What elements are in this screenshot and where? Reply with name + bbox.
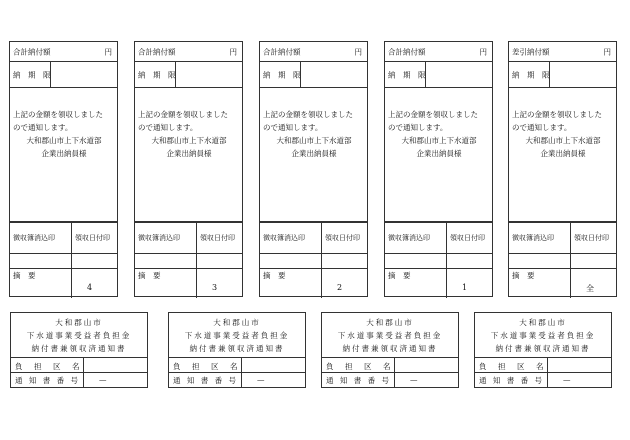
total-amount-row: [260, 42, 367, 62]
payment-slip-5: [508, 41, 617, 297]
collection-ledger-stamp-label: 徴収簿消込印: [138, 234, 180, 242]
stamp-header-row: [135, 222, 242, 254]
installment-number: 全: [586, 284, 595, 293]
message-line-4: 企業出納員様: [41, 149, 87, 158]
due-date-row: [135, 62, 242, 88]
installment-number: 2: [337, 283, 343, 292]
card-title-city: 大和郡山市: [213, 318, 261, 327]
message-line-3: 大和郡山市上下水道部: [26, 136, 102, 145]
total-amount-row: [10, 42, 117, 62]
yen-unit: 円: [603, 47, 611, 56]
due-date-label: 納 期 限: [388, 70, 426, 79]
collection-ledger-stamp-label: 徴収簿消込印: [512, 234, 554, 242]
receipt-message: [385, 88, 492, 222]
payment-slip-1: [9, 41, 118, 297]
payment-slip-4: [384, 41, 493, 297]
stamp-header-row: [509, 222, 616, 254]
receipt-message: [135, 88, 242, 222]
total-amount-row: [509, 42, 616, 62]
receipt-date-stamp-label: 領収日付印: [200, 234, 235, 242]
burden-district-label: 負 担 区 名: [15, 362, 82, 371]
card-title-city: 大和郡山市: [366, 318, 414, 327]
message-line-1: 上記の金額を領収しました: [13, 110, 103, 119]
message-line-2: ので通知します。: [388, 123, 448, 132]
receipt-date-stamp-label: 領収日付印: [75, 234, 110, 242]
message-line-4: 企業出納員様: [291, 149, 337, 158]
memo-label: 摘 要: [512, 271, 535, 280]
notice-number-label: 通 知 書 番 号: [479, 376, 545, 385]
collection-ledger-stamp-label: 徴収簿消込印: [13, 234, 55, 242]
memo-label: 摘 要: [138, 271, 161, 280]
total-amount-label: 合計納付額: [13, 47, 51, 56]
stamp-header-row: [10, 222, 117, 254]
notice-number-dash: —: [410, 375, 418, 384]
notice-number-label: 通 知 書 番 号: [326, 376, 392, 385]
receipt-date-stamp-label: 領収日付印: [325, 234, 360, 242]
payment-slip-2: [134, 41, 243, 297]
notice-card-2: [168, 312, 306, 388]
installment-number: 4: [87, 283, 93, 292]
memo-label: 摘 要: [263, 271, 286, 280]
stamp-header-row: [260, 222, 367, 254]
message-line-4: 企業出納員様: [166, 149, 212, 158]
installment-number: 3: [212, 283, 218, 292]
message-line-1: 上記の金額を領収しました: [138, 110, 228, 119]
card-title-document: 納付書兼領収済通知書: [495, 344, 591, 353]
collection-ledger-stamp-label: 徴収簿消込印: [263, 234, 305, 242]
total-amount-label: 合計納付額: [388, 47, 426, 56]
yen-unit: 円: [104, 47, 112, 56]
card-title-city: 大和郡山市: [519, 318, 567, 327]
yen-unit: 円: [479, 47, 487, 56]
message-line-4: 企業出納員様: [416, 149, 462, 158]
collection-ledger-stamp-label: 徴収簿消込印: [388, 234, 430, 242]
total-amount-label: 合計納付額: [263, 47, 301, 56]
notice-number-dash: —: [563, 375, 571, 384]
message-line-1: 上記の金額を領収しました: [263, 110, 353, 119]
card-title-city: 大和郡山市: [55, 318, 103, 327]
due-date-row: [10, 62, 117, 88]
memo-divider: [135, 268, 242, 269]
notice-number-label: 通 知 書 番 号: [15, 376, 81, 385]
burden-district-label: 負 担 区 名: [326, 362, 393, 371]
due-date-label: 納 期 限: [512, 70, 550, 79]
card-title-subject: 下水道事業受益者負担金: [337, 331, 443, 340]
message-line-1: 上記の金額を領収しました: [388, 110, 478, 119]
message-line-2: ので通知します。: [263, 123, 323, 132]
memo-label: 摘 要: [388, 271, 411, 280]
receipt-message: [10, 88, 117, 222]
message-line-3: 大和郡山市上下水道部: [525, 136, 601, 145]
due-date-label: 納 期 限: [13, 70, 51, 79]
installment-number: 1: [462, 283, 468, 292]
notice-card-1: [10, 312, 148, 388]
memo-label: 摘 要: [13, 271, 36, 280]
receipt-message: [509, 88, 616, 222]
burden-district-label: 負 担 区 名: [479, 362, 546, 371]
card-title-document: 納付書兼領収済通知書: [342, 344, 438, 353]
message-line-2: ので通知します。: [13, 123, 73, 132]
due-date-row: [260, 62, 367, 88]
yen-unit: 円: [229, 47, 237, 56]
due-date-row: [509, 62, 616, 88]
message-line-2: ので通知します。: [138, 123, 198, 132]
message-line-4: 企業出納員様: [540, 149, 586, 158]
memo-divider: [10, 268, 117, 269]
card-title-subject: 下水道事業受益者負担金: [26, 331, 132, 340]
message-line-2: ので通知します。: [512, 123, 572, 132]
due-date-row: [385, 62, 492, 88]
memo-divider: [260, 268, 367, 269]
burden-district-label: 負 担 区 名: [173, 362, 240, 371]
notice-number-dash: —: [99, 375, 107, 384]
card-title-subject: 下水道事業受益者負担金: [184, 331, 290, 340]
message-line-3: 大和郡山市上下水道部: [276, 136, 352, 145]
message-line-1: 上記の金額を領収しました: [512, 110, 602, 119]
notice-number-label: 通 知 書 番 号: [173, 376, 239, 385]
due-date-label: 納 期 限: [263, 70, 301, 79]
receipt-date-stamp-label: 領収日付印: [450, 234, 485, 242]
notice-card-4: [474, 312, 612, 388]
memo-divider: [509, 268, 616, 269]
message-line-3: 大和郡山市上下水道部: [401, 136, 477, 145]
stamp-header-row: [385, 222, 492, 254]
total-amount-row: [385, 42, 492, 62]
receipt-date-stamp-label: 領収日付印: [574, 234, 609, 242]
yen-unit: 円: [354, 47, 362, 56]
memo-divider: [385, 268, 492, 269]
card-title-document: 納付書兼領収済通知書: [31, 344, 127, 353]
receipt-message: [260, 88, 367, 222]
total-amount-label: 合計納付額: [138, 47, 176, 56]
message-line-3: 大和郡山市上下水道部: [151, 136, 227, 145]
notice-card-3: [321, 312, 459, 388]
card-title-document: 納付書兼領収済通知書: [189, 344, 285, 353]
total-amount-row: [135, 42, 242, 62]
card-title-subject: 下水道事業受益者負担金: [490, 331, 596, 340]
payment-slip-3: [259, 41, 368, 297]
due-date-label: 納 期 限: [138, 70, 176, 79]
notice-number-dash: —: [257, 375, 265, 384]
total-amount-label: 差引納付額: [512, 47, 550, 56]
